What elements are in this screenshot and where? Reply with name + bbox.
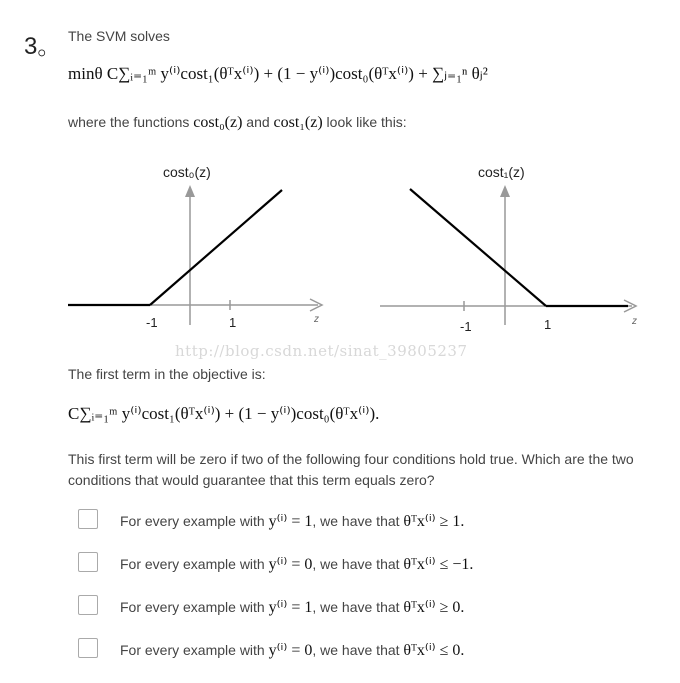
cost1-tick-pos-label: 1 bbox=[544, 317, 552, 332]
option-4-condition: y⁽ⁱ⁾ = 0 bbox=[268, 642, 313, 659]
question-number: 3。 bbox=[24, 33, 62, 60]
where-sentence bbox=[68, 114, 407, 132]
cost0-tick-neg-label: -1 bbox=[146, 315, 158, 330]
option-1-result: θᵀx⁽ⁱ⁾ ≥ 1. bbox=[403, 513, 465, 530]
cost0-tick-pos-label: 1 bbox=[229, 315, 237, 330]
cost0-graph-title: cost₀(z) bbox=[163, 164, 211, 180]
option-2-condition: y⁽ⁱ⁾ = 0 bbox=[268, 556, 313, 573]
svm-objective-formula: minθ C∑ᵢ₌₁ᵐ y⁽ⁱ⁾cost₁(θᵀx⁽ⁱ⁾) + (1 − y⁽ⁱ⁾)cost₀(θᵀx⁽ⁱ⁾) + ∑ⱼ₌₁ⁿ θⱼ² bbox=[68, 64, 488, 83]
option-1-condition: y⁽ⁱ⁾ = 1 bbox=[268, 513, 313, 530]
cost0-graph bbox=[60, 155, 340, 340]
watermark: http://blog.csdn.net/sinat_39805237 bbox=[175, 342, 468, 360]
option-4-prefix: For every example with bbox=[120, 642, 269, 658]
option-3-prefix: For every example with bbox=[120, 599, 269, 615]
cost0-ramp-segment bbox=[150, 190, 282, 305]
option-1-label[interactable] bbox=[120, 511, 464, 531]
option-2-prefix: For every example with bbox=[120, 556, 269, 572]
option-3-condition: y⁽ⁱ⁾ = 1 bbox=[268, 599, 313, 616]
option-1-prefix: For every example with bbox=[120, 513, 269, 529]
cost1-label: cost₁(z) bbox=[273, 114, 323, 131]
option-4-label[interactable] bbox=[120, 640, 464, 660]
option-4-checkbox[interactable] bbox=[78, 638, 98, 658]
cost1-ramp-segment bbox=[410, 189, 546, 306]
first-term-formula: C∑ᵢ₌₁ᵐ y⁽ⁱ⁾cost₁(θᵀx⁽ⁱ⁾) + (1 − y⁽ⁱ⁾)cost₀(θᵀx⁽ⁱ⁾). bbox=[68, 404, 380, 423]
option-3-mid: , we have that bbox=[312, 599, 404, 615]
option-1[interactable] bbox=[78, 509, 638, 533]
option-2-mid: , we have that bbox=[312, 556, 404, 572]
option-2-checkbox[interactable] bbox=[78, 552, 98, 572]
cost1-graph-title: cost₁(z) bbox=[478, 164, 525, 180]
cost0-label: cost₀(z) bbox=[193, 114, 243, 131]
option-2-label[interactable] bbox=[120, 554, 473, 574]
option-3-label[interactable] bbox=[120, 597, 464, 617]
option-2[interactable] bbox=[78, 552, 638, 576]
option-1-checkbox[interactable] bbox=[78, 509, 98, 529]
option-3[interactable] bbox=[78, 595, 638, 619]
cost1-axis-label: z bbox=[632, 316, 637, 327]
option-3-checkbox[interactable] bbox=[78, 595, 98, 615]
cost1-y-axis-arrow bbox=[500, 185, 510, 197]
option-4-mid: , we have that bbox=[312, 642, 404, 658]
option-2-result: θᵀx⁽ⁱ⁾ ≤ −1. bbox=[403, 556, 474, 573]
question-paragraph: This first term will be zero if two of the following four conditions hold true. Which are the two conditions that would guarantee that this term equals zero? bbox=[68, 451, 634, 488]
where-suffix: look like this: bbox=[322, 114, 407, 130]
where-prefix: where the functions bbox=[68, 114, 194, 130]
option-4[interactable] bbox=[78, 638, 638, 662]
option-1-mid: , we have that bbox=[312, 513, 404, 529]
cost0-y-axis-arrow bbox=[185, 185, 195, 197]
option-4-result: θᵀx⁽ⁱ⁾ ≤ 0. bbox=[403, 642, 465, 659]
where-and: and bbox=[242, 114, 274, 130]
option-3-result: θᵀx⁽ⁱ⁾ ≥ 0. bbox=[403, 599, 465, 616]
question-intro: The SVM solves bbox=[68, 28, 170, 44]
cost1-graph bbox=[370, 155, 650, 340]
cost1-tick-neg-label: -1 bbox=[460, 319, 472, 334]
cost0-axis-label: z bbox=[314, 314, 319, 325]
first-term-label: The first term in the objective is: bbox=[68, 366, 266, 382]
